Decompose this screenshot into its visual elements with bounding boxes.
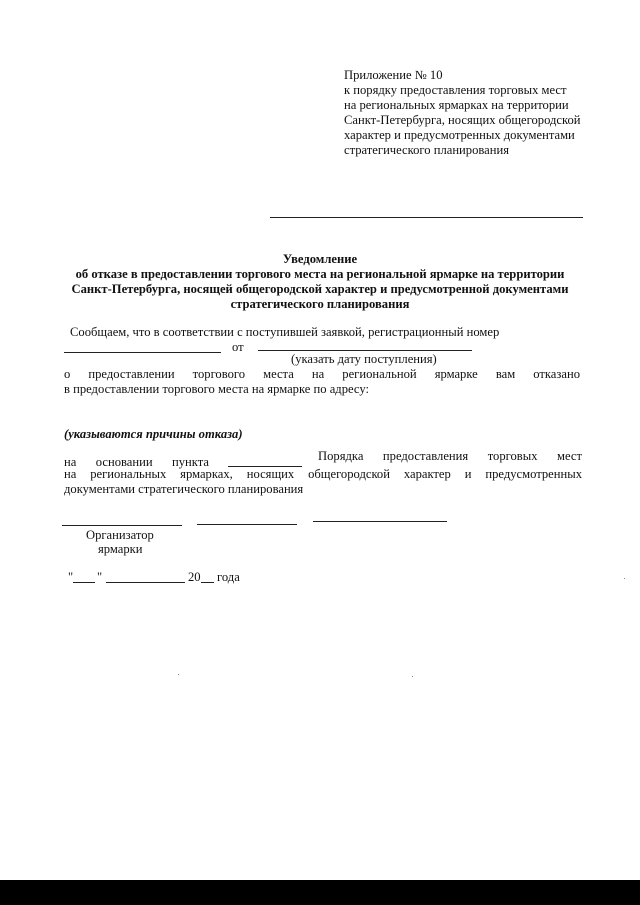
date-quote-close: " [97,570,103,584]
organizer-label: Организатор [86,528,154,542]
document-subtitle-line: об отказе в предоставлении торгового места на региональной ярмарке на территории [75,267,565,281]
date-quote-open: " [68,570,74,584]
receipt-date-blank[interactable] [258,350,472,351]
name-blank[interactable] [313,521,447,522]
body-text-line: о предоставлении торгового места на региональной ярмарке вам отказано [64,367,580,381]
organizer-blank[interactable] [62,525,182,526]
addressee-blank[interactable] [270,217,583,218]
registration-number-blank[interactable] [64,352,221,353]
signature-blank[interactable] [197,524,297,525]
month-blank[interactable] [106,582,185,583]
appendix-text-line: к порядку предоставления торговых мест [344,83,567,97]
scan-speck [624,578,625,579]
year-prefix: 20 [188,570,201,584]
scan-speck [178,674,179,675]
body-text-ot: от [232,340,244,354]
document-title: Уведомление [282,252,358,266]
document-subtitle-line: стратегического планирования [230,297,410,311]
body-text-line: документами стратегического планирования [64,482,304,496]
scan-border [0,880,640,905]
year-blank[interactable] [201,582,214,583]
body-text-line: на региональных ярмарках, носящих общегородской характер и предусмотренных [64,467,582,481]
refusal-reasons-hint: (указываются причины отказа) [64,427,243,441]
date-hint: (указать дату поступления) [291,352,437,366]
organizer-label: ярмарки [98,542,143,556]
body-text-line: Порядка предоставления торговых мест [318,449,582,463]
document-subtitle-line: Санкт-Петербурга, носящей общегородской характер и предусмотренной документами [71,282,569,296]
appendix-text-line: Санкт-Петербурга, носящих общегородской [344,113,581,127]
appendix-text-line: на региональных ярмарках на территории [344,98,569,112]
appendix-number: Приложение № 10 [344,68,443,82]
appendix-text-line: характер и предусмотренных документами [344,128,575,142]
day-blank[interactable] [73,582,95,583]
year-suffix: года [217,570,240,584]
body-text-line: на основании пункта [64,455,209,469]
appendix-text-line: стратегического планирования [344,143,510,157]
body-text-line: Сообщаем, что в соответствии с поступившей заявкой, регистрационный номер [70,325,500,339]
body-text-line: в предоставлении торгового места на ярмарке по адресу: [64,382,369,396]
scan-speck [412,676,413,677]
